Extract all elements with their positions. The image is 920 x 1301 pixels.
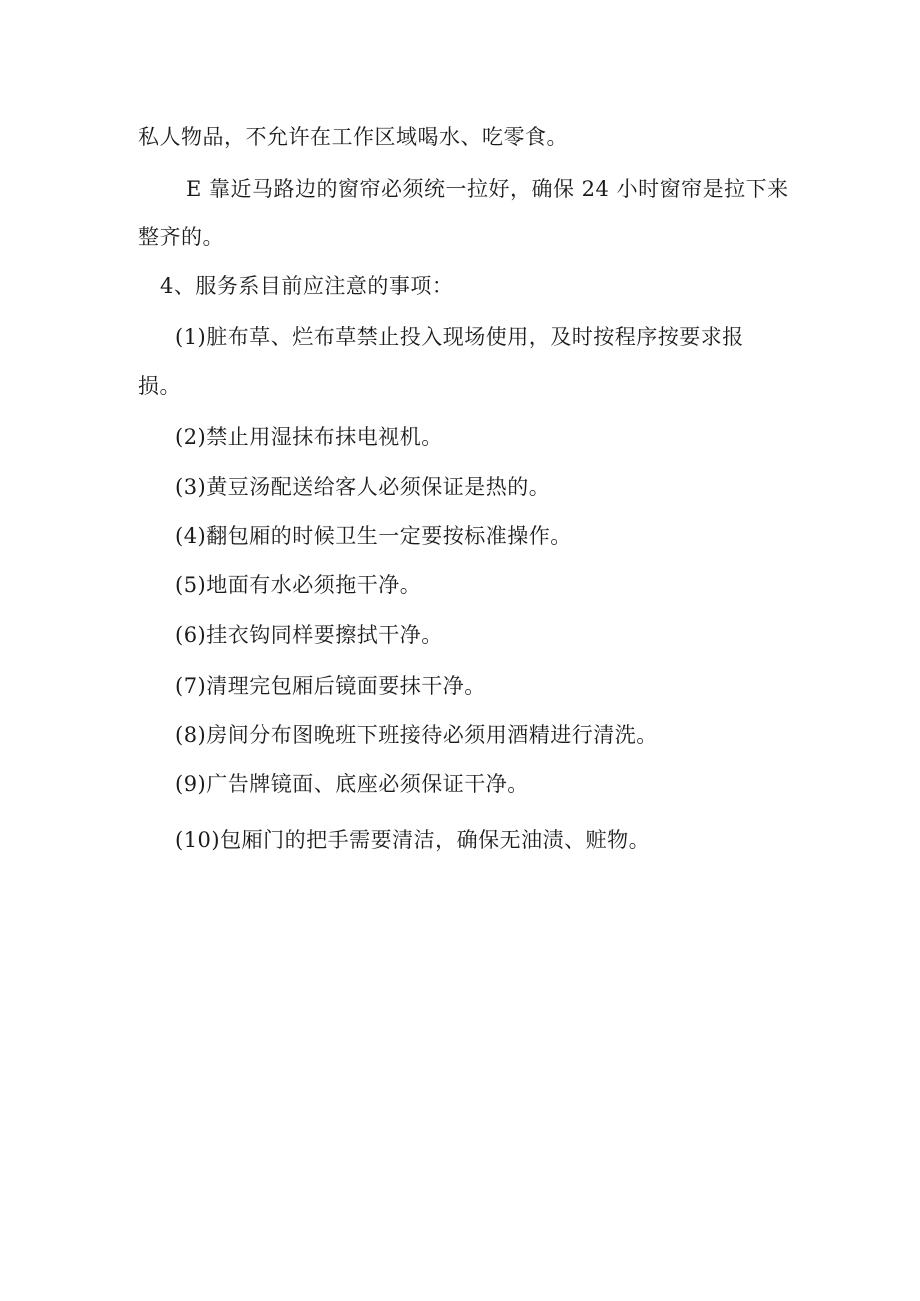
list-item-2: (2)禁止用湿抹布抹电视机。 bbox=[175, 425, 443, 449]
list-item-10: (10)包厢门的把手需要清洁，确保无油渍、赃物。 bbox=[175, 828, 651, 852]
section-heading: 4、服务系目前应注意的事项： bbox=[160, 274, 454, 298]
paragraph-intro-tail: 私人物品，不允许在工作区域喝水、吃零食。 bbox=[138, 125, 568, 149]
list-item-3: (3)黄豆汤配送给客人必须保证是热的。 bbox=[175, 475, 551, 499]
list-item-6: (6)挂衣钩同样要擦拭干净。 bbox=[175, 623, 443, 647]
list-item-4: (4)翻包厢的时候卫生一定要按标准操作。 bbox=[175, 524, 572, 548]
list-item-9: (9)广告牌镜面、底座必须保证干净。 bbox=[175, 772, 529, 796]
paragraph-item-e-line1: E 靠近马路边的窗帘必须统一拉好，确保 24 小时窗帘是拉下来 bbox=[186, 177, 789, 201]
list-item-1-line2: 损。 bbox=[138, 374, 181, 398]
list-item-1-line1: (1)脏布草、烂布草禁止投入现场使用，及时按程序按要求报 bbox=[175, 325, 744, 349]
list-item-8: (8)房间分布图晚班下班接待必须用酒精进行清洗。 bbox=[175, 723, 658, 747]
list-item-7: (7)清理完包厢后镜面要抹干净。 bbox=[175, 674, 486, 698]
paragraph-item-e-line2: 整齐的。 bbox=[138, 225, 224, 249]
list-item-5: (5)地面有水必须拖干净。 bbox=[175, 573, 422, 597]
